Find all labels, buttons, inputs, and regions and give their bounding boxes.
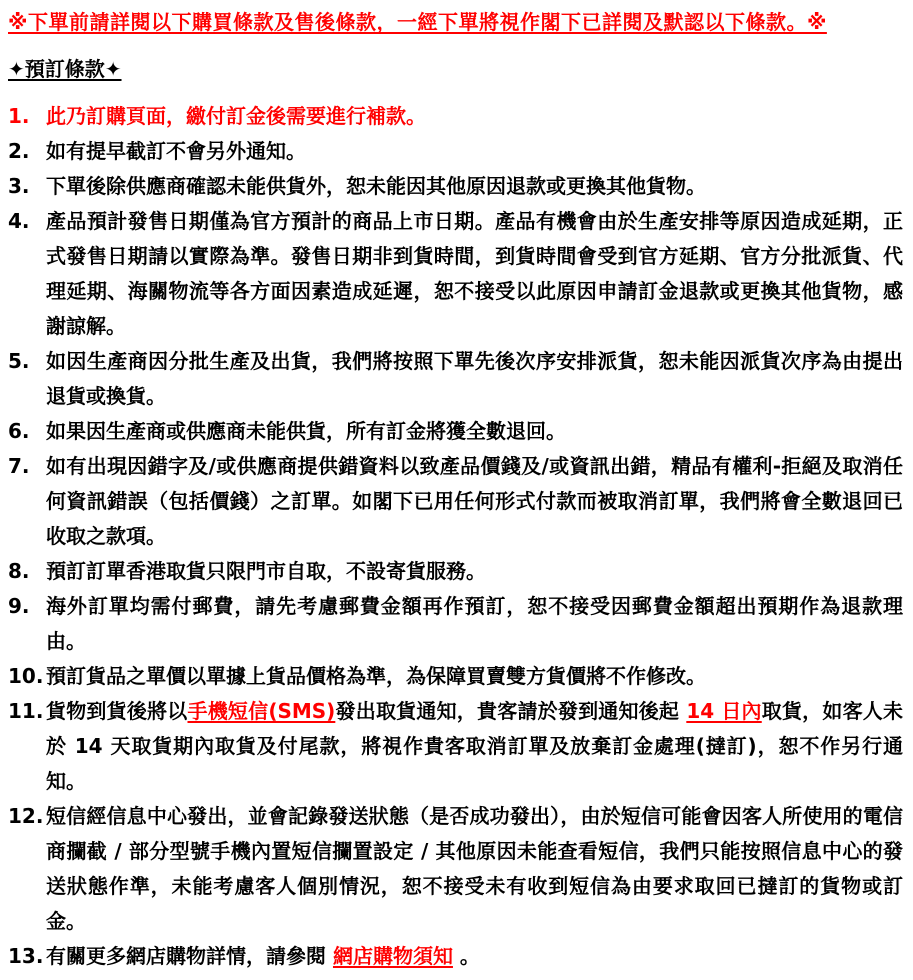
term-text <box>46 659 903 694</box>
term-item-4 <box>8 204 903 344</box>
text-segment: 取貨，如客人未於 14 天取貨期內取貨及付尾款，將視作貴客取消訂單及放棄訂金處理(撻訂)，恕不作另行通知。 <box>46 699 904 793</box>
text-segment: 貨物到貨後將以 <box>46 699 188 723</box>
term-number: 1. <box>8 104 30 128</box>
term-text <box>46 344 903 414</box>
term-number: 11. <box>8 699 44 723</box>
term-text <box>46 169 903 204</box>
term-item-7 <box>8 449 903 554</box>
highlighted-text: 14 日內 <box>686 699 762 723</box>
term-item-11 <box>8 694 903 799</box>
term-item-6 <box>8 414 903 449</box>
page-title: ※下單前請詳閱以下購買條款及售後條款，一經下單將視作閣下已詳閱及默認以下條款。※ <box>8 10 827 34</box>
text-segment: 產品預計發售日期僅為官方預計的商品上市日期。產品有機會由於生產安排等原因造成延期，正式發售日期請以實際為準。發售日期非到貨時間，到貨時間會受到官方延期、官方分批派貨、代理延期、海關物流等各方面因素造成延遲，恕不接受以此原因申請訂金退款或更換其他貨物，感謝諒解。 <box>46 209 903 338</box>
term-text <box>46 204 903 344</box>
text-segment: 下單後除供應商確認未能供貨外，恕未能因其他原因退款或更換其他貨物。 <box>46 174 706 198</box>
terms-list <box>8 99 903 974</box>
store-guide-link[interactable]: 網店購物須知 <box>332 944 453 968</box>
term-number: 3. <box>8 174 30 198</box>
term-text <box>46 414 903 449</box>
term-text <box>46 939 903 974</box>
term-number: 13. <box>8 944 44 968</box>
text-segment: 如果因生產商或供應商未能供貨，所有訂金將獲全數退回。 <box>46 419 566 443</box>
term-text <box>46 694 903 799</box>
text-segment: 如因生產商因分批生產及出貨，我們將按照下單先後次序安排派貨，恕未能因派貨次序為由提出退貨或換貨。 <box>46 349 903 408</box>
term-item-1 <box>8 99 903 134</box>
term-number: 10. <box>8 664 44 688</box>
term-number: 2. <box>8 139 30 163</box>
term-item-8 <box>8 554 903 589</box>
term-item-5 <box>8 344 903 414</box>
term-number: 12. <box>8 804 44 828</box>
term-item-10 <box>8 659 903 694</box>
term-number: 8. <box>8 559 30 583</box>
term-number: 4. <box>8 209 30 233</box>
text-segment: 有關更多網店購物詳情，請參閱 <box>46 944 333 968</box>
term-item-13 <box>8 939 903 974</box>
highlighted-text: 手機短信(SMS) <box>187 699 336 723</box>
term-text <box>46 134 903 169</box>
term-number: 5. <box>8 349 30 373</box>
term-item-2 <box>8 134 903 169</box>
term-text <box>46 799 903 939</box>
term-text <box>46 554 903 589</box>
term-item-12 <box>8 799 903 939</box>
text-segment: 如有提早截訂不會另外通知。 <box>46 139 306 163</box>
term-item-9 <box>8 589 903 659</box>
text-segment: 短信經信息中心發出，並會記錄發送狀態（是否成功發出），由於短信可能會因客人所使用的電信商攔截 / 部分型號手機內置短信攔置設定 / 其他原因未能查看短信，我們只能按照信息中心的發送狀態作準，未能考慮客人個別情況，恕不接受未有收到短信為由要求取回已撻訂的貨物或訂金。 <box>46 804 903 933</box>
text-segment: 預訂貨品之單價以單據上貨品價格為準，為保障買賣雙方貨價將不作修改。 <box>46 664 706 688</box>
text-segment: 。 <box>452 944 480 968</box>
term-number: 7. <box>8 454 30 478</box>
text-segment: 如有出現因錯字及/或供應商提供錯資料以致產品價錢及/或資訊出錯，精品有權利-拒絕及取消任何資訊錯誤（包括價錢）之訂單。如閣下已用任何形式付款而被取消訂單，我們將會全數退回已收取之款項。 <box>46 454 903 548</box>
term-text <box>46 449 903 554</box>
text-segment: 海外訂單均需付郵費，請先考慮郵費金額再作預訂，恕不接受因郵費金額超出預期作為退款理由。 <box>46 594 903 653</box>
preorder-terms-heading: ✦預訂條款✦ <box>8 57 122 81</box>
term-text <box>46 99 903 134</box>
term-item-3 <box>8 169 903 204</box>
text-segment: 此乃訂購頁面，繳付訂金後需要進行補款。 <box>46 104 426 128</box>
term-text <box>46 589 903 659</box>
term-number: 9. <box>8 594 30 618</box>
term-number: 6. <box>8 419 30 443</box>
text-segment: 預訂訂單香港取貨只限門市自取，不設寄貨服務。 <box>46 559 486 583</box>
text-segment: 發出取貨通知，貴客請於發到通知後起 <box>335 699 687 723</box>
